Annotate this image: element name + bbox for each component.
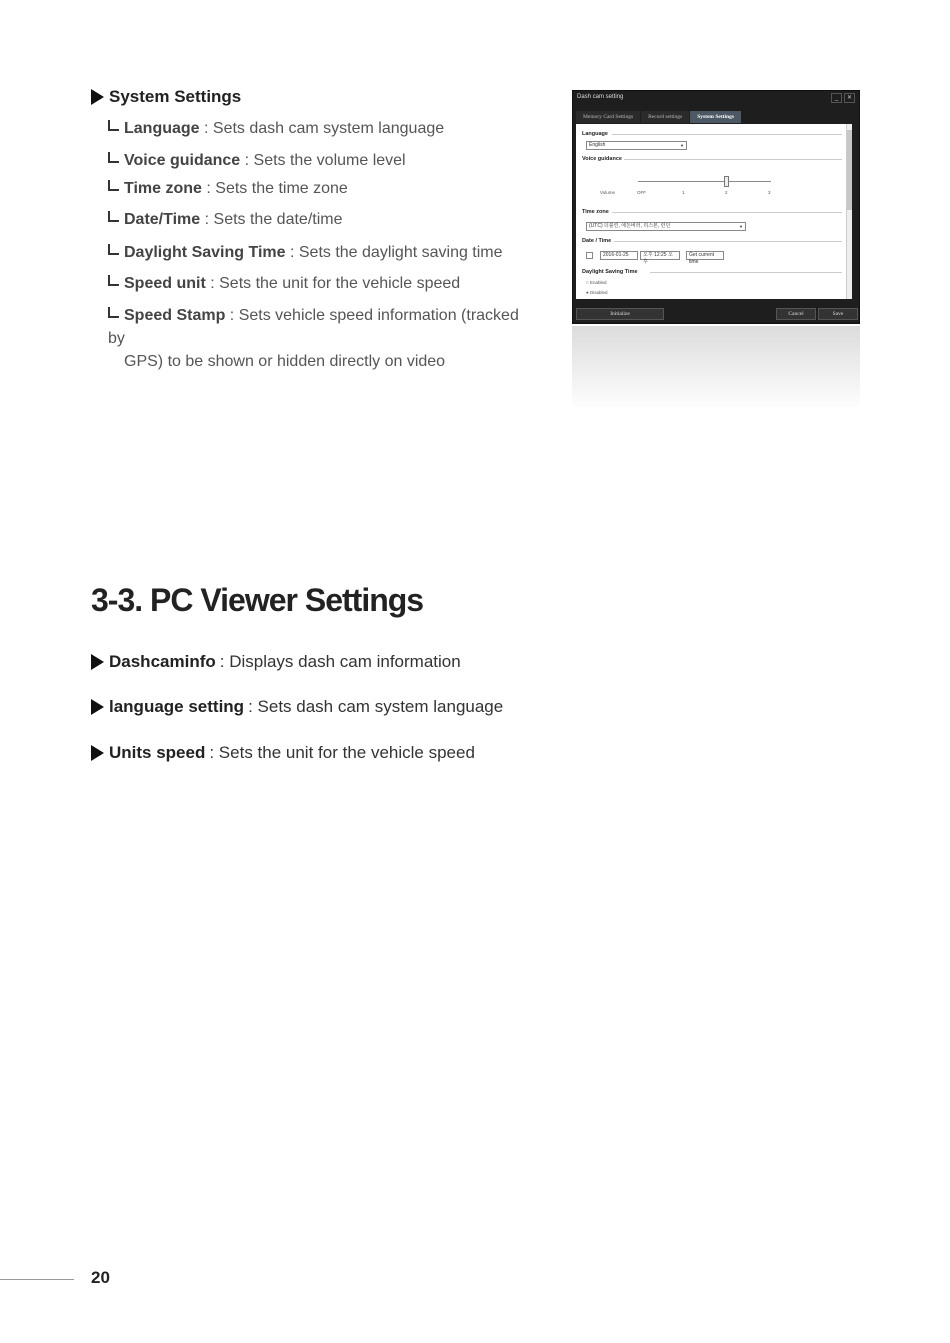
date-picker[interactable]: [600, 251, 638, 260]
volume-tick-3: 3: [768, 190, 771, 195]
corner-bullet-icon: [108, 307, 119, 318]
minimize-icon[interactable]: _: [831, 93, 842, 103]
timezone-select[interactable]: [586, 222, 746, 231]
setting-item-dst: [108, 241, 538, 264]
dst-disabled-option[interactable]: ● Disabled: [586, 290, 608, 295]
dst-disabled-label: Disabled: [589, 290, 608, 295]
setting-term: Date/Time: [124, 211, 201, 228]
cancel-button[interactable]: Cancel: [776, 308, 816, 320]
divider: [650, 272, 842, 273]
close-icon[interactable]: ✕: [844, 93, 855, 103]
panel-scrollbar-thumb[interactable]: [847, 130, 852, 210]
item-desc: : Sets the unit for the vehicle speed: [209, 743, 475, 762]
volume-slider-thumb[interactable]: [724, 176, 729, 187]
initialize-button[interactable]: Initialize: [576, 308, 664, 320]
window-controls: [831, 93, 855, 103]
timezone-label: Time zone: [582, 209, 609, 215]
setting-term: Speed unit: [124, 275, 206, 292]
pc-viewer-item-units-speed: [91, 743, 475, 763]
date-checkbox[interactable]: [586, 252, 593, 259]
volume-tick-2: 2: [725, 190, 728, 195]
system-settings-title: System Settings: [109, 87, 242, 106]
item-term: Units speed: [109, 743, 206, 762]
corner-bullet-icon: [108, 120, 119, 131]
divider: [624, 159, 842, 160]
window-title: Dash cam setting: [577, 94, 624, 100]
triangle-bullet-icon: [91, 745, 104, 761]
item-desc: : Sets dash cam system language: [248, 697, 504, 716]
triangle-bullet-icon: [91, 699, 104, 715]
setting-term: Daylight Saving Time: [124, 244, 286, 261]
corner-bullet-icon: [108, 180, 119, 191]
settings-panel: [576, 124, 852, 299]
setting-desc-continued: GPS) to be shown or hidden directly on video: [124, 353, 446, 370]
corner-bullet-icon: [108, 244, 119, 255]
dst-enabled-label: Enabled: [589, 280, 607, 285]
save-button[interactable]: Save: [818, 308, 858, 320]
triangle-bullet-icon: [91, 654, 104, 670]
tab-memory-card[interactable]: Memory Card Settings: [576, 111, 640, 123]
setting-item-voice: [108, 149, 538, 172]
item-term: language setting: [109, 697, 245, 716]
pc-viewer-item-dashcaminfo: [91, 652, 461, 672]
corner-bullet-icon: [108, 275, 119, 286]
tab-record[interactable]: Record settings: [641, 111, 689, 123]
setting-term: Voice guidance: [124, 152, 241, 169]
dashcam-settings-screenshot: [572, 90, 860, 324]
chevron-down-icon: ▼: [680, 143, 684, 148]
divider: [612, 134, 842, 135]
setting-desc: : Sets dash cam system language: [199, 120, 445, 137]
setting-item-datetime: [108, 208, 538, 231]
screenshot-reflection: [572, 326, 860, 411]
setting-desc: : Sets the time zone: [201, 180, 348, 197]
volume-tick-1: 1: [682, 190, 685, 195]
language-value: English: [589, 142, 606, 148]
volume-label: Volume: [600, 190, 616, 195]
setting-term: Language: [124, 120, 200, 137]
footer-rule: [0, 1279, 74, 1280]
setting-desc: : Sets the volume level: [240, 152, 406, 169]
language-select[interactable]: [586, 141, 687, 150]
dst-label: Daylight Saving Time: [582, 269, 638, 275]
setting-item-timezone: [108, 177, 538, 200]
time-picker[interactable]: [640, 251, 680, 265]
language-label: Language: [582, 131, 608, 137]
chevron-down-icon: ▼: [739, 224, 743, 229]
setting-desc: : Sets vehicle speed information (tracked by: [108, 307, 519, 347]
date-value: 2016-01-25: [603, 252, 629, 258]
item-desc: : Displays dash cam information: [219, 652, 461, 671]
get-time-label: Get current time: [689, 252, 715, 265]
setting-item-language: [108, 117, 538, 140]
tab-system[interactable]: System Settings: [690, 111, 741, 123]
item-term: Dashcaminfo: [109, 652, 216, 671]
setting-term: Speed Stamp: [124, 307, 226, 324]
page-number: 20: [91, 1268, 110, 1287]
divider: [614, 241, 842, 242]
setting-item-speed-stamp: [108, 304, 538, 373]
dst-enabled-option[interactable]: ○ Enabled: [586, 280, 607, 285]
setting-desc: : Sets the unit for the vehicle speed: [205, 275, 461, 292]
divider: [612, 212, 842, 213]
system-settings-heading: [91, 87, 241, 107]
voice-label: Voice guidance: [582, 156, 622, 162]
volume-slider-track[interactable]: [638, 181, 771, 182]
settings-tabs: [576, 111, 742, 123]
time-value: 오후 12:25 오후: [643, 252, 673, 265]
setting-desc: : Sets the daylight saving time: [285, 244, 503, 261]
corner-bullet-icon: [108, 211, 119, 222]
triangle-bullet-icon: [91, 89, 104, 105]
pc-viewer-title: 3-3. PC Viewer Settings: [91, 582, 424, 618]
corner-bullet-icon: [108, 152, 119, 163]
setting-term: Time zone: [124, 180, 202, 197]
timezone-value: (UTC) 더블린, 에든버러, 리스본, 런던: [589, 223, 671, 229]
datetime-label: Date / Time: [582, 238, 612, 244]
volume-tick-off: OFF: [637, 190, 646, 195]
setting-item-speed-unit: [108, 272, 538, 295]
pc-viewer-item-language: [91, 697, 503, 717]
setting-desc: : Sets the date/time: [200, 211, 343, 228]
get-current-time-button[interactable]: [686, 251, 724, 265]
